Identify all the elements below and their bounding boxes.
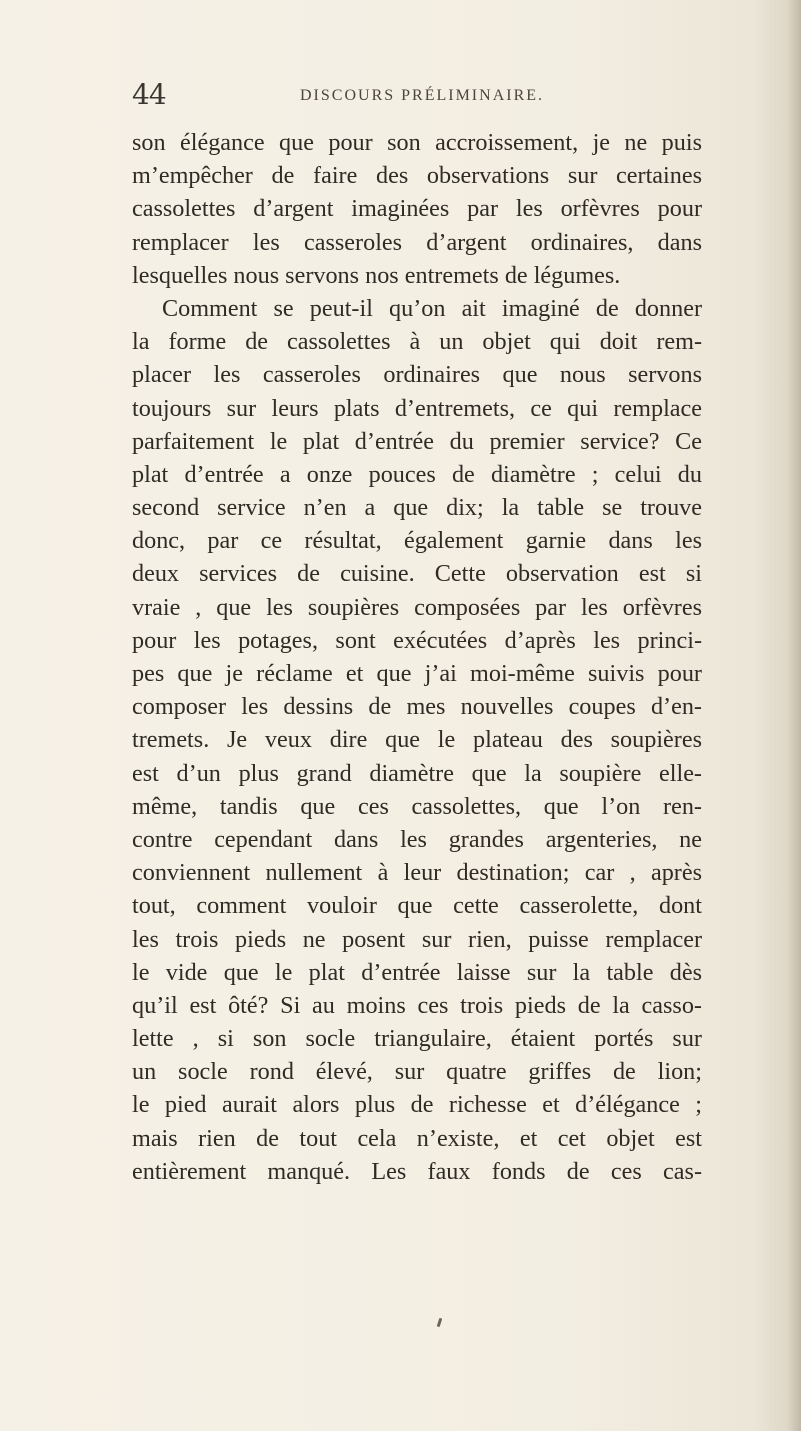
ink-speck-mark <box>437 1318 443 1327</box>
text-line: cassolettes d’argent imaginées par les orfèvres pour <box>132 195 702 223</box>
text-line: tremets. Je veux dire que le plateau des soupières <box>132 726 702 754</box>
running-head: DISCOURS PRÉLIMINAIRE. <box>300 87 545 104</box>
text-line: donc, par ce résultat, également garnie dans les <box>132 527 702 555</box>
text-line: Comment se peut-il qu’on ait imaginé de donner <box>162 294 702 322</box>
text-line: plat d’entrée a onze pouces de diamètre ; celui du <box>132 460 702 488</box>
text-line: est d’un plus grand diamètre que la soupière elle- <box>132 759 702 787</box>
text-line: parfaitement le plat d’entrée du premier service? Ce <box>132 427 702 455</box>
text-line: contre cependant dans les grandes argenteries, ne <box>132 825 702 853</box>
text-line: remplacer les casseroles d’argent ordinaires, dans <box>132 228 702 256</box>
text-line: les trois pieds ne posent sur rien, puisse remplacer <box>132 925 702 953</box>
text-line: m’empêcher de faire des observations sur certaines <box>132 162 702 190</box>
text-line: son élégance que pour son accroissement, je ne puis <box>132 129 702 156</box>
text-line: deux services de cuisine. Cette observation est si <box>132 560 702 588</box>
body-text <box>132 126 702 1188</box>
text-line: lesquelles nous servons nos entremets de légumes. <box>132 261 621 289</box>
text-line: tout, comment vouloir que cette casserolette, dont <box>132 892 702 920</box>
text-line: pes que je réclame et que j’ai moi-même suivis pour <box>132 660 702 687</box>
text-line: second service n’en a que dix; la table se trouve <box>132 494 702 522</box>
page-number: 44 <box>132 78 166 111</box>
text-line: pour les potages, sont exécutées d’après les princi- <box>132 626 702 654</box>
text-line: toujours sur leurs plats d’entremets, ce qui remplace <box>132 394 702 422</box>
text-line: placer les casseroles ordinaires que nous servons <box>132 361 702 389</box>
page-header <box>132 78 692 118</box>
text-line: vraie , que les soupières composées par les orfèvres <box>132 593 702 621</box>
text-line: un socle rond élevé, sur quatre griffes de lion; <box>132 1058 702 1086</box>
text-line: le pied aurait alors plus de richesse et d’élégance ; <box>132 1091 702 1119</box>
text-line: entièrement manqué. Les faux fonds de ces cas- <box>132 1157 702 1185</box>
text-line: mais rien de tout cela n’existe, et cet objet est <box>132 1124 702 1152</box>
text-line: composer les dessins de mes nouvelles coupes d’en- <box>132 693 702 721</box>
text-line: lette , si son socle triangulaire, étaient portés sur <box>132 1025 702 1053</box>
text-line: la forme de cassolettes à un objet qui doit rem- <box>132 328 702 356</box>
text-line: conviennent nullement à leur destination; car , après <box>132 859 702 887</box>
text-line: même, tandis que ces cassolettes, que l’on ren- <box>132 792 702 820</box>
page-edge-shadow <box>787 0 801 1431</box>
text-line: qu’il est ôté? Si au moins ces trois pieds de la casso- <box>132 991 702 1019</box>
text-line: le vide que le plat d’entrée laisse sur la table dès <box>132 958 702 986</box>
